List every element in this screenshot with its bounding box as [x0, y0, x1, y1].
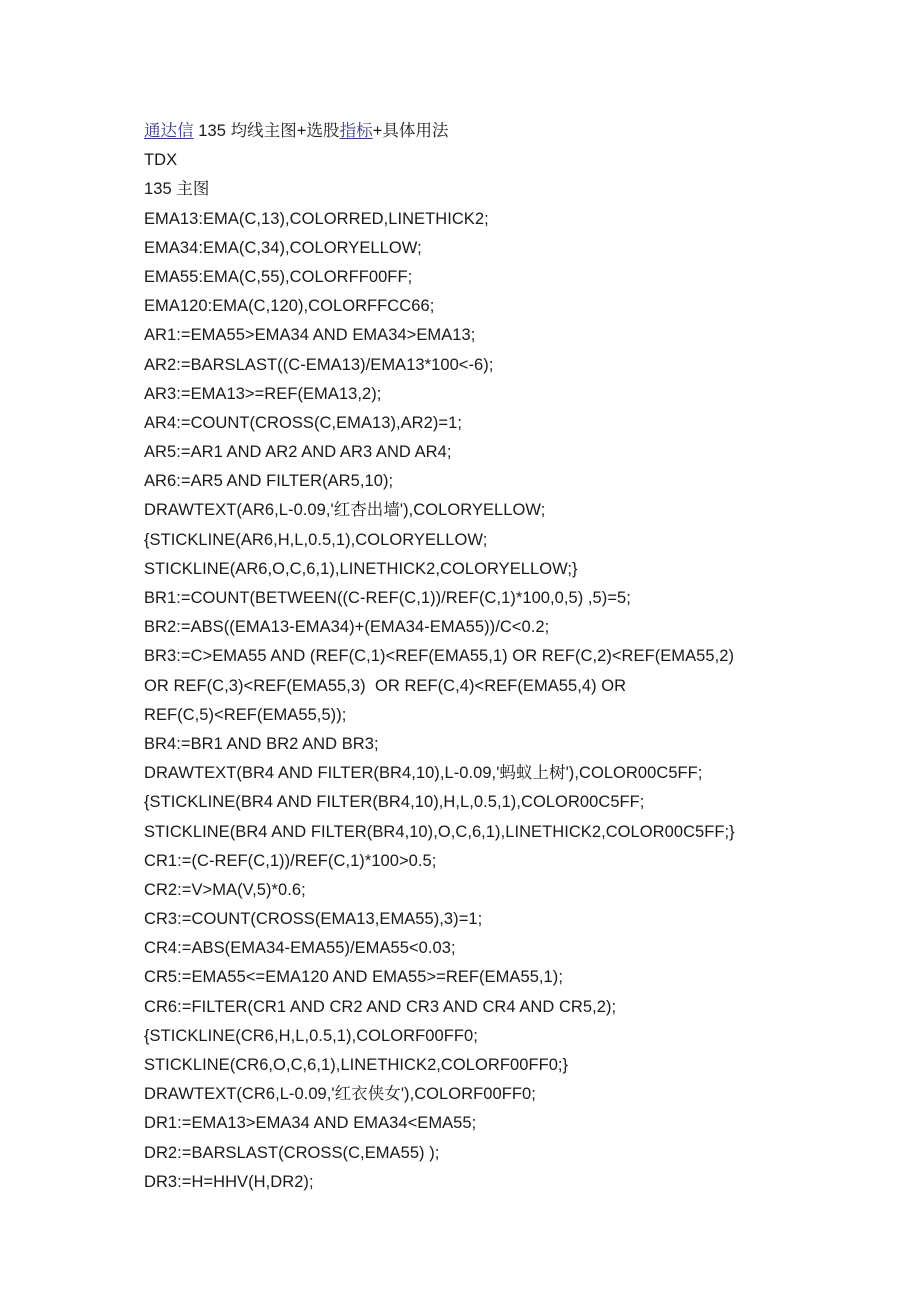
code-line: BR4:=BR1 AND BR2 AND BR3; — [144, 734, 379, 753]
code-line: AR5:=AR1 AND AR2 AND AR3 AND AR4; — [144, 443, 452, 462]
code-line: DR3:=H=HHV(H,DR2); — [144, 1172, 314, 1191]
title-text-1: 135 均线主图+选股 — [193, 122, 340, 140]
code-line: OR REF(C,3)<REF(EMA55,3) OR REF(C,4)<REF(EMA55,4) OR — [144, 676, 627, 695]
code-line: AR3:=EMA13>=REF(EMA13,2); — [144, 384, 382, 403]
code-line: BR2:=ABS((EMA13-EMA34)+(EMA34-EMA55))/C<0.2; — [144, 618, 550, 637]
code-line: CR4:=ABS(EMA34-EMA55)/EMA55<0.03; — [144, 939, 456, 958]
code-line: CR3:=COUNT(CROSS(EMA13,EMA55),3)=1; — [144, 910, 483, 929]
code-line: 135 主图 — [144, 180, 210, 199]
code-line: CR6:=FILTER(CR1 AND CR2 AND CR3 AND CR4 AND CR5,2); — [144, 997, 617, 1016]
document-body — [144, 117, 904, 1197]
code-line: AR4:=COUNT(CROSS(C,EMA13),AR2)=1; — [144, 413, 462, 432]
document-title — [144, 117, 904, 146]
code-line: AR1:=EMA55>EMA34 AND EMA34>EMA13; — [144, 326, 476, 345]
code-line: STICKLINE(BR4 AND FILTER(BR4,10),O,C,6,1),LINETHICK2,COLOR00C5FF;} — [144, 822, 735, 841]
code-line: EMA34:EMA(C,34),COLORYELLOW; — [144, 238, 422, 257]
title-text-2: +具体用法 — [372, 122, 449, 140]
code-line: STICKLINE(AR6,O,C,6,1),LINETHICK2,COLORYELLOW;} — [144, 559, 578, 578]
code-line: {STICKLINE(BR4 AND FILTER(BR4,10),H,L,0.5,1),COLOR00C5FF; — [144, 793, 645, 812]
formula-code-block — [144, 146, 904, 1197]
code-line: CR5:=EMA55<=EMA120 AND EMA55>=REF(EMA55,1); — [144, 968, 563, 987]
code-line: BR1:=COUNT(BETWEEN((C-REF(C,1))/REF(C,1)*100,0,5) ,5)=5; — [144, 589, 631, 607]
tongdaxin-link[interactable]: 通达信 — [144, 122, 194, 140]
code-line: REF(C,5)<REF(EMA55,5)); — [144, 705, 347, 724]
code-line: EMA55:EMA(C,55),COLORFF00FF; — [144, 267, 413, 286]
code-line: DRAWTEXT(AR6,L-0.09,'红杏出墙'),COLORYELLOW; — [144, 501, 546, 520]
code-line: AR6:=AR5 AND FILTER(AR5,10); — [144, 472, 394, 491]
indicator-link[interactable]: 指标 — [339, 122, 373, 140]
code-line: EMA13:EMA(C,13),COLORRED,LINETHICK2; — [144, 209, 489, 228]
code-line: CR1:=(C-REF(C,1))/REF(C,1)*100>0.5; — [144, 851, 437, 870]
code-line: EMA120:EMA(C,120),COLORFFCC66; — [144, 297, 435, 316]
code-line: TDX — [144, 151, 178, 170]
code-line: DR2:=BARSLAST(CROSS(C,EMA55) ); — [144, 1143, 440, 1162]
code-line: BR3:=C>EMA55 AND (REF(C,1)<REF(EMA55,1) OR REF(C,2)<REF(EMA55,2) — [144, 647, 735, 666]
code-line: DRAWTEXT(CR6,L-0.09,'红衣侠女'),COLORF00FF0; — [144, 1085, 536, 1104]
code-line: {STICKLINE(CR6,H,L,0.5,1),COLORF00FF0; — [144, 1026, 478, 1045]
code-line: DR1:=EMA13>EMA34 AND EMA34<EMA55; — [144, 1114, 477, 1133]
code-line: CR2:=V>MA(V,5)*0.6; — [144, 880, 306, 899]
code-line: DRAWTEXT(BR4 AND FILTER(BR4,10),L-0.09,'蚂蚁上树'),COLOR00C5FF; — [144, 764, 703, 783]
code-line: {STICKLINE(AR6,H,L,0.5,1),COLORYELLOW; — [144, 530, 488, 549]
code-line: AR2:=BARSLAST((C-EMA13)/EMA13*100<-6); — [144, 355, 494, 374]
code-line: STICKLINE(CR6,O,C,6,1),LINETHICK2,COLORF00FF0;} — [144, 1056, 569, 1074]
